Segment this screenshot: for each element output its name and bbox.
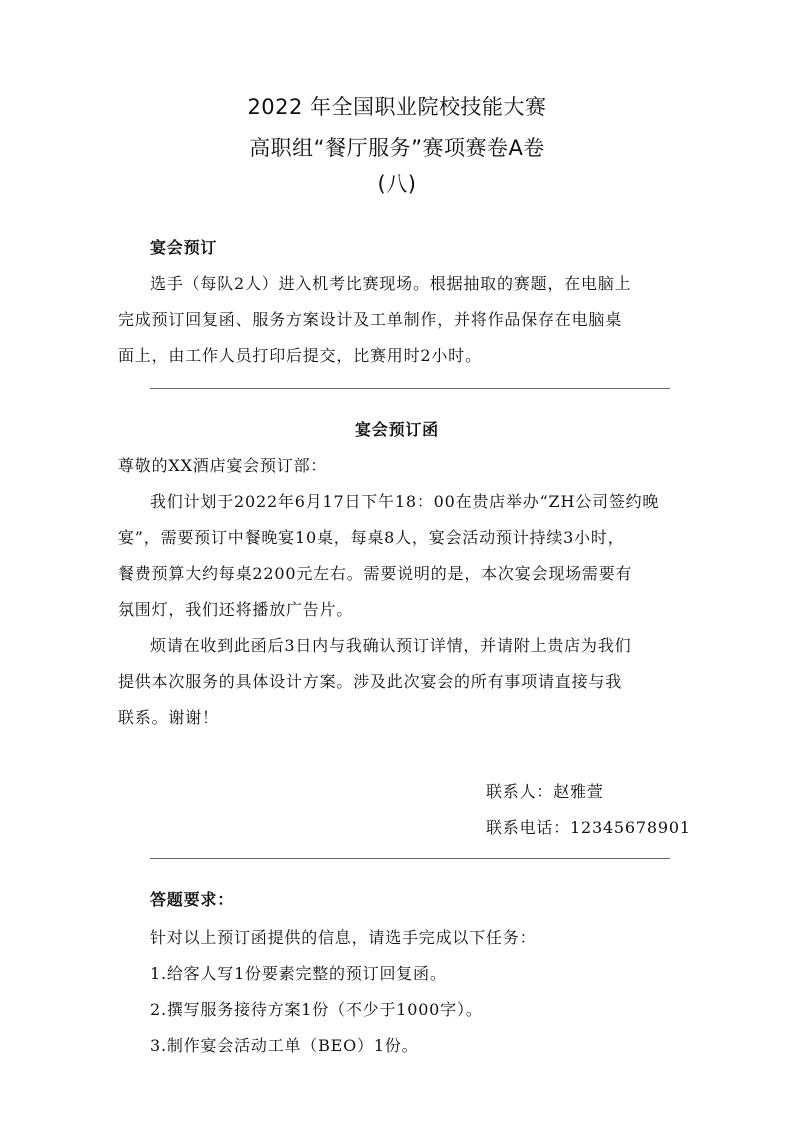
letter-paragraph-line: 联系。谢谢！ (118, 708, 219, 727)
title-paper-number: (八) (377, 172, 417, 196)
letter-paragraph-line: 我们计划于2022年6月17日下午18：00在贵店举办“ZH公司签约晚 (150, 492, 660, 511)
requirements-heading: 答题要求： (150, 890, 235, 909)
requirement-item: 2.撰写服务接待方案1份（不少于1000字）。 (150, 1000, 483, 1019)
letter-paragraph-line: 餐费预算大约每桌2200元左右。需要说明的是，本次宴会现场需要有 (118, 564, 633, 583)
letter-paragraph-line: 宴”，需要预订中餐晚宴10桌，每桌8人，宴会活动预计持续3小时， (118, 528, 625, 547)
title-event-paper: 高职组“餐厅服务”赛项赛卷A卷 (249, 136, 545, 160)
contact-person: 联系人：赵雅萱 (486, 782, 604, 801)
letter-paragraph-line: 烦请在收到此函后3日内与我确认预订详情，并请附上贵店为我们 (150, 636, 632, 655)
intro-line: 完成预订回复函、服务方案设计及工单制作，并将作品保存在电脑桌 (118, 310, 623, 329)
letter-salutation: 尊敬的XX酒店宴会预订部： (118, 456, 328, 475)
requirement-item: 3.制作宴会活动工单（BEO）1份。 (150, 1036, 419, 1055)
divider (150, 858, 670, 859)
letter-paragraph-line: 提供本次服务的具体设计方案。涉及此次宴会的所有事项请直接与我 (118, 672, 623, 691)
contact-phone: 联系电话：12345678901 (486, 818, 691, 837)
letter-title: 宴会预订函 (354, 420, 439, 439)
divider (150, 388, 670, 389)
letter-paragraph-line: 氛围灯，我们还将播放广告片。 (118, 600, 354, 619)
section-heading-banquet-booking: 宴会预订 (150, 238, 218, 257)
requirements-intro: 针对以上预订函提供的信息，请选手完成以下任务： (150, 928, 537, 947)
intro-line: 面上，由工作人员打印后提交，比赛用时2小时。 (118, 346, 482, 365)
requirement-item: 1.给客人写1份要素完整的预订回复函。 (150, 964, 447, 983)
title-year-competition: 2022 年全国职业院校技能大赛 (247, 95, 547, 119)
intro-line: 选手（每队2人）进入机考比赛现场。根据抽取的赛题，在电脑上 (150, 274, 632, 293)
